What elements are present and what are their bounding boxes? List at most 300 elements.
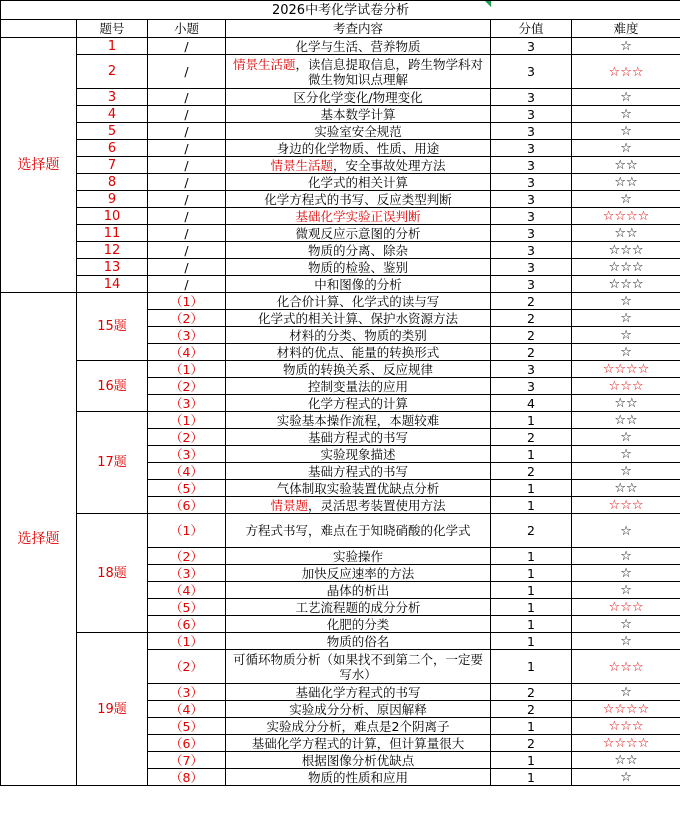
- content-cell: [226, 735, 491, 752]
- content-text: 化学与生活、营养物质: [295, 38, 421, 54]
- table-row: [1, 514, 680, 548]
- difficulty-cell: [572, 225, 680, 242]
- question-number: 5: [77, 123, 148, 140]
- content-text: 中和图像的分析: [314, 276, 402, 292]
- score-cell: 1: [491, 616, 572, 633]
- content-text: 基本数学计算: [320, 106, 396, 122]
- difficulty-stars: ☆: [620, 141, 632, 156]
- difficulty-stars: ☆: [620, 311, 632, 326]
- sub-question: /: [148, 174, 226, 191]
- question-number: 11: [77, 225, 148, 242]
- content-cell: [226, 616, 491, 633]
- difficulty-stars: ☆: [620, 430, 632, 445]
- content-cell: [226, 548, 491, 565]
- difficulty-stars: ☆☆: [614, 481, 638, 496]
- content-text: 化学方程式的计算: [307, 395, 408, 411]
- content-cell: [226, 157, 491, 174]
- difficulty-stars: ☆☆: [614, 158, 638, 173]
- score-cell: 3: [491, 225, 572, 242]
- content-cell: [226, 293, 491, 310]
- content-cell: [226, 106, 491, 123]
- score-cell: 3: [491, 157, 572, 174]
- content-cell: [226, 174, 491, 191]
- score-cell: 3: [491, 106, 572, 123]
- content-cell: [226, 412, 491, 429]
- difficulty-cell: [572, 446, 680, 463]
- sub-question: （2）: [148, 310, 226, 327]
- sub-question: /: [148, 106, 226, 123]
- difficulty-cell: [572, 378, 680, 395]
- difficulty-stars: ☆☆: [614, 175, 638, 190]
- score-cell: 3: [491, 123, 572, 140]
- difficulty-cell: [572, 395, 680, 412]
- score-cell: 3: [491, 208, 572, 225]
- question-number: 9: [77, 191, 148, 208]
- difficulty-stars: ☆☆☆: [608, 498, 644, 513]
- table-row: [1, 191, 680, 208]
- difficulty-stars: ☆: [620, 124, 632, 139]
- difficulty-stars: ☆☆: [614, 226, 638, 241]
- difficulty-stars: ☆: [620, 617, 632, 632]
- difficulty-cell: [572, 412, 680, 429]
- difficulty-cell: [572, 599, 680, 616]
- difficulty-stars: ☆: [620, 39, 632, 54]
- difficulty-cell: [572, 565, 680, 582]
- score-cell: 3: [491, 259, 572, 276]
- difficulty-cell: [572, 293, 680, 310]
- question-number: 6: [77, 140, 148, 157]
- content-cell: [226, 208, 491, 225]
- content-text: 化学式的相关计算、保护水资源方法: [257, 310, 458, 326]
- content-cell: [226, 259, 491, 276]
- difficulty-cell: [572, 55, 680, 89]
- score-cell: 2: [491, 514, 572, 548]
- difficulty-stars: ☆: [620, 523, 632, 539]
- table-row: [1, 140, 680, 157]
- difficulty-stars: ☆: [620, 90, 632, 105]
- difficulty-stars: ☆: [620, 328, 632, 343]
- table-row: [1, 361, 680, 378]
- difficulty-stars: ☆: [620, 549, 632, 564]
- question-group-label: 15题: [77, 293, 148, 361]
- header-sub-q: 小题: [148, 20, 226, 38]
- sub-question: （5）: [148, 599, 226, 616]
- difficulty-cell: [572, 735, 680, 752]
- score-cell: 3: [491, 38, 572, 55]
- score-cell: 1: [491, 582, 572, 599]
- sub-question: （3）: [148, 395, 226, 412]
- sub-question: /: [148, 55, 226, 89]
- content-text: 控制变量法的应用: [307, 378, 408, 394]
- content-text: 材料的分类、物质的类别: [289, 327, 427, 343]
- sub-question: /: [148, 191, 226, 208]
- sub-question: /: [148, 259, 226, 276]
- difficulty-stars: ☆: [620, 192, 632, 207]
- score-cell: 1: [491, 497, 572, 514]
- score-cell: 1: [491, 446, 572, 463]
- score-cell: 1: [491, 633, 572, 650]
- sub-question: （2）: [148, 378, 226, 395]
- category-label: 选择题: [1, 38, 77, 293]
- table-row: [1, 106, 680, 123]
- question-number: 4: [77, 106, 148, 123]
- content-text: 物质的检验、鉴别: [307, 259, 408, 275]
- difficulty-cell: [572, 259, 680, 276]
- content-cell: [226, 497, 491, 514]
- content-text: 基础化学方程式的书写: [295, 684, 421, 700]
- sub-question: （4）: [148, 344, 226, 361]
- content-cell: [226, 752, 491, 769]
- table-row: [1, 412, 680, 429]
- difficulty-cell: [572, 684, 680, 701]
- content-cell: [226, 327, 491, 344]
- question-number: 3: [77, 89, 148, 106]
- content-text: 工艺流程题的成分分析: [295, 599, 421, 615]
- content-text: 根据图像分析优缺点: [301, 752, 415, 768]
- difficulty-stars: ☆: [620, 447, 632, 462]
- header-content: 考查内容: [226, 20, 491, 38]
- question-number: 2: [77, 55, 148, 89]
- content-cell: [226, 225, 491, 242]
- content-cell: [226, 514, 491, 548]
- sub-question: （6）: [148, 497, 226, 514]
- content-cell: [226, 599, 491, 616]
- cell-comment-marker: [485, 1, 491, 7]
- difficulty-stars: ☆☆☆: [608, 243, 644, 258]
- content-text: 实验现象描述: [320, 446, 396, 462]
- header-row: [1, 20, 680, 38]
- sub-question: /: [148, 242, 226, 259]
- score-cell: 1: [491, 599, 572, 616]
- content-cell: [226, 480, 491, 497]
- table-title-cell: [1, 1, 680, 20]
- difficulty-cell: [572, 582, 680, 599]
- difficulty-stars: ☆☆☆: [608, 260, 644, 275]
- score-cell: 1: [491, 752, 572, 769]
- content-cell: [226, 242, 491, 259]
- table-row: [1, 174, 680, 191]
- difficulty-stars: ☆☆☆☆: [602, 702, 650, 717]
- sub-question: （4）: [148, 463, 226, 480]
- score-cell: 2: [491, 684, 572, 701]
- header-blank: [1, 20, 77, 38]
- content-highlight: 情景生活题: [232, 56, 296, 72]
- score-cell: 2: [491, 293, 572, 310]
- sub-question: （3）: [148, 446, 226, 463]
- difficulty-cell: [572, 208, 680, 225]
- question-group-label: 17题: [77, 412, 148, 514]
- content-cell: [226, 565, 491, 582]
- content-cell: [226, 276, 491, 293]
- table-row: [1, 242, 680, 259]
- table-row: [1, 225, 680, 242]
- difficulty-cell: [572, 242, 680, 259]
- content-cell: [226, 55, 491, 89]
- table-row: [1, 293, 680, 310]
- difficulty-cell: [572, 310, 680, 327]
- table-title: 2026中考化学试卷分析: [271, 2, 410, 18]
- difficulty-cell: [572, 123, 680, 140]
- score-cell: 2: [491, 463, 572, 480]
- score-cell: 3: [491, 361, 572, 378]
- difficulty-cell: [572, 769, 680, 786]
- content-cell: [226, 429, 491, 446]
- difficulty-cell: [572, 140, 680, 157]
- difficulty-cell: [572, 89, 680, 106]
- content-cell: [226, 395, 491, 412]
- content-cell: [226, 463, 491, 480]
- difficulty-cell: [572, 276, 680, 293]
- content-text: 加快反应速率的方法: [301, 565, 415, 581]
- sub-question: （3）: [148, 684, 226, 701]
- score-cell: 3: [491, 276, 572, 293]
- content-cell: [226, 361, 491, 378]
- sub-question: /: [148, 276, 226, 293]
- question-number: 1: [77, 38, 148, 55]
- question-number: 12: [77, 242, 148, 259]
- difficulty-cell: [572, 616, 680, 633]
- sub-question: /: [148, 157, 226, 174]
- difficulty-cell: [572, 106, 680, 123]
- difficulty-stars: ☆: [620, 770, 632, 785]
- sub-question: （5）: [148, 480, 226, 497]
- content-cell: [226, 650, 491, 684]
- header-score: 分值: [491, 20, 572, 38]
- sub-question: （6）: [148, 735, 226, 752]
- sub-question: /: [148, 225, 226, 242]
- sub-question: （3）: [148, 565, 226, 582]
- difficulty-stars: ☆☆☆: [608, 64, 644, 80]
- score-cell: 3: [491, 89, 572, 106]
- content-text: 实验成分分析，难点是2个阴离子: [266, 718, 450, 734]
- score-cell: 3: [491, 191, 572, 208]
- sub-question: （1）: [148, 412, 226, 429]
- content-cell: [226, 191, 491, 208]
- content-text: 材料的优点、能量的转换形式: [276, 344, 440, 360]
- table-row: [1, 157, 680, 174]
- content-text: ，灵活思考装置使用方法: [308, 497, 446, 513]
- score-cell: 1: [491, 480, 572, 497]
- score-cell: 3: [491, 140, 572, 157]
- score-cell: 4: [491, 395, 572, 412]
- difficulty-cell: [572, 752, 680, 769]
- table-row: [1, 276, 680, 293]
- question-number: 13: [77, 259, 148, 276]
- score-cell: 1: [491, 548, 572, 565]
- content-text: 实验基本操作流程，本题较难: [276, 412, 440, 428]
- table-row: [1, 259, 680, 276]
- score-cell: 2: [491, 429, 572, 446]
- score-cell: 3: [491, 378, 572, 395]
- difficulty-stars: ☆☆☆☆: [602, 362, 650, 377]
- difficulty-stars: ☆: [620, 634, 632, 649]
- question-group-label: 18题: [77, 514, 148, 633]
- content-text: ，安全事故处理方法: [333, 157, 446, 173]
- difficulty-stars: ☆☆: [614, 753, 638, 768]
- content-text: 方程式书写，难点在于知晓硝酸的化学式: [245, 523, 471, 538]
- category-label: 选择题: [1, 293, 77, 786]
- difficulty-stars: ☆☆☆: [608, 379, 644, 394]
- content-text: 气体制取实验装置优缺点分析: [276, 480, 440, 496]
- score-cell: 3: [491, 55, 572, 89]
- difficulty-stars: ☆☆☆: [608, 277, 644, 292]
- sub-question: /: [148, 89, 226, 106]
- table-row: [1, 123, 680, 140]
- content-cell: [226, 38, 491, 55]
- difficulty-cell: [572, 514, 680, 548]
- content-text: 可循环物质分析（如果找不到第二个，一定要写水）: [232, 651, 483, 682]
- sub-question: （3）: [148, 327, 226, 344]
- content-text: 实验室安全规范: [314, 123, 402, 139]
- content-cell: [226, 582, 491, 599]
- difficulty-stars: ☆: [620, 345, 632, 360]
- difficulty-cell: [572, 327, 680, 344]
- content-cell: [226, 310, 491, 327]
- content-cell: [226, 684, 491, 701]
- difficulty-cell: [572, 174, 680, 191]
- sub-question: /: [148, 208, 226, 225]
- difficulty-cell: [572, 191, 680, 208]
- difficulty-stars: ☆: [620, 464, 632, 479]
- difficulty-stars: ☆☆☆: [608, 719, 644, 734]
- question-number: 8: [77, 174, 148, 191]
- score-cell: 1: [491, 650, 572, 684]
- content-text: 区分化学变化/物理变化: [293, 89, 423, 105]
- content-text: 物质的性质和应用: [307, 769, 408, 785]
- difficulty-cell: [572, 548, 680, 565]
- table-row: [1, 89, 680, 106]
- score-cell: 1: [491, 769, 572, 786]
- score-cell: 3: [491, 174, 572, 191]
- sub-question: （7）: [148, 752, 226, 769]
- question-group-label: 16题: [77, 361, 148, 412]
- content-text: ，读信息提取信息，跨生物学科对微生物知识点理解: [295, 56, 484, 87]
- score-cell: 2: [491, 701, 572, 718]
- content-cell: [226, 769, 491, 786]
- difficulty-cell: [572, 650, 680, 684]
- difficulty-cell: [572, 633, 680, 650]
- difficulty-stars: ☆: [620, 685, 632, 700]
- table-row: [1, 633, 680, 650]
- content-cell: [226, 718, 491, 735]
- difficulty-cell: [572, 344, 680, 361]
- score-cell: 1: [491, 718, 572, 735]
- content-text: 物质的转换关系、反应规律: [282, 361, 433, 377]
- content-text: 基础方程式的书写: [307, 429, 408, 445]
- score-cell: 1: [491, 565, 572, 582]
- content-highlight: 基础化学实验正误判断: [295, 208, 421, 224]
- content-cell: [226, 89, 491, 106]
- content-cell: [226, 701, 491, 718]
- difficulty-stars: ☆☆☆: [608, 659, 644, 675]
- score-cell: 1: [491, 412, 572, 429]
- difficulty-stars: ☆: [620, 294, 632, 309]
- content-cell: [226, 344, 491, 361]
- difficulty-cell: [572, 701, 680, 718]
- question-number: 14: [77, 276, 148, 293]
- difficulty-stars: ☆☆☆☆: [602, 209, 650, 224]
- content-text: 物质的俗名: [326, 633, 390, 649]
- content-text: 实验操作: [332, 548, 383, 564]
- sub-question: （1）: [148, 514, 226, 548]
- difficulty-cell: [572, 38, 680, 55]
- difficulty-cell: [572, 480, 680, 497]
- content-text: 身边的化学物质、性质、用途: [276, 140, 440, 156]
- table-row: [1, 208, 680, 225]
- question-number: 10: [77, 208, 148, 225]
- sub-question: （1）: [148, 361, 226, 378]
- content-cell: [226, 446, 491, 463]
- score-cell: 2: [491, 310, 572, 327]
- difficulty-cell: [572, 361, 680, 378]
- content-cell: [226, 378, 491, 395]
- content-highlight: 情景生活题: [270, 157, 333, 173]
- sub-question: （8）: [148, 769, 226, 786]
- content-cell: [226, 140, 491, 157]
- difficulty-stars: ☆☆☆: [608, 600, 644, 615]
- difficulty-cell: [572, 463, 680, 480]
- difficulty-cell: [572, 157, 680, 174]
- sub-question: （2）: [148, 650, 226, 684]
- difficulty-stars: ☆☆: [614, 396, 638, 411]
- sub-question: （1）: [148, 293, 226, 310]
- difficulty-cell: [572, 429, 680, 446]
- content-cell: [226, 633, 491, 650]
- difficulty-cell: [572, 718, 680, 735]
- sub-question: （4）: [148, 701, 226, 718]
- sub-question: （5）: [148, 718, 226, 735]
- content-text: 基础方程式的书写: [307, 463, 408, 479]
- difficulty-stars: ☆: [620, 566, 632, 581]
- sub-question: （4）: [148, 582, 226, 599]
- sub-question: （6）: [148, 616, 226, 633]
- content-text: 化合价计算、化学式的读与写: [276, 293, 440, 309]
- content-cell: [226, 123, 491, 140]
- question-number: 7: [77, 157, 148, 174]
- content-text: 化肥的分类: [326, 616, 390, 632]
- score-cell: 2: [491, 735, 572, 752]
- content-highlight: 情景题: [270, 497, 308, 513]
- score-cell: 3: [491, 242, 572, 259]
- difficulty-stars: ☆☆: [614, 413, 638, 428]
- difficulty-stars: ☆☆☆☆: [602, 736, 650, 751]
- content-text: 化学式的相关计算: [307, 174, 408, 190]
- sub-question: /: [148, 140, 226, 157]
- sub-question: /: [148, 38, 226, 55]
- title-row: [1, 1, 680, 20]
- content-text: 微观反应示意图的分析: [295, 225, 421, 241]
- header-q-no: 题号: [77, 20, 148, 38]
- sub-question: （2）: [148, 429, 226, 446]
- content-text: 物质的分离、除杂: [307, 242, 408, 258]
- header-difficulty: 难度: [572, 20, 680, 38]
- table-row: [1, 55, 680, 89]
- score-cell: 2: [491, 344, 572, 361]
- table-row: [1, 38, 680, 55]
- content-text: 实验成分分析、原因解释: [289, 701, 427, 717]
- sub-question: （1）: [148, 633, 226, 650]
- difficulty-stars: ☆: [620, 107, 632, 122]
- difficulty-cell: [572, 497, 680, 514]
- score-cell: 2: [491, 327, 572, 344]
- sub-question: （2）: [148, 548, 226, 565]
- difficulty-stars: ☆: [620, 583, 632, 598]
- content-text: 化学方程式的书写、反应类型判断: [264, 191, 452, 207]
- content-text: 基础化学方程式的计算，但计算量很大: [251, 735, 465, 751]
- sub-question: /: [148, 123, 226, 140]
- content-text: 晶体的析出: [326, 582, 390, 598]
- question-group-label: 19题: [77, 633, 148, 786]
